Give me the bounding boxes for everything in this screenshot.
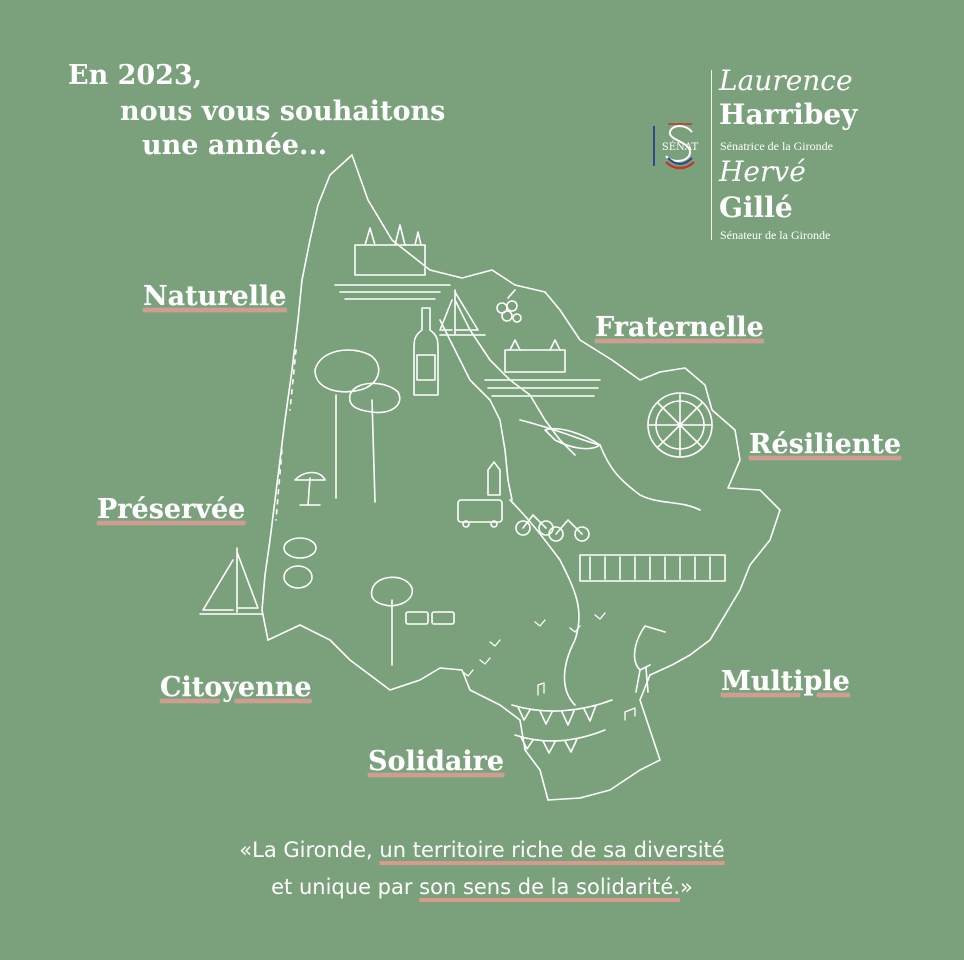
castle-illustration xyxy=(335,225,450,299)
river-dordogne xyxy=(520,420,700,510)
senat-logo xyxy=(652,118,708,174)
beach-umbrella-illustration xyxy=(295,473,325,506)
wine-bottle-illustration xyxy=(414,308,438,395)
greeting-line-3: une année... xyxy=(142,130,328,161)
adjective-solidaire: Solidaire xyxy=(368,746,505,777)
quote-line-2 xyxy=(0,872,964,902)
quote-line-2-highlight: son sens de la solidarité. xyxy=(419,875,680,899)
senator-2-first-name: Hervé xyxy=(719,155,806,188)
adjective-citoyenne: Citoyenne xyxy=(160,672,312,703)
adjective-naturelle: Naturelle xyxy=(143,281,287,312)
quote-line-2-start: et unique par xyxy=(271,875,420,899)
quote-line-1-start: «La Gironde, xyxy=(239,838,380,862)
oysters-illustration xyxy=(284,538,316,588)
senator-1-role: Sénatrice de la Gironde xyxy=(720,139,833,153)
quote-line-1-highlight: un territoire riche de sa diversité xyxy=(379,838,725,862)
department-outline-east xyxy=(352,155,780,800)
adjective-resiliente: Résiliente xyxy=(749,429,902,460)
quote-line-1 xyxy=(0,835,964,865)
sailboat-top-illustration xyxy=(440,290,485,335)
birds-illustration xyxy=(463,613,605,676)
adjective-fraternelle: Fraternelle xyxy=(595,312,764,343)
senator-1-first-name: Laurence xyxy=(719,64,853,97)
coast-line xyxy=(276,350,296,520)
quote-line-2-end: » xyxy=(680,875,693,899)
senator-1-last-name: Harribey xyxy=(719,98,858,131)
sailboat-left-illustration xyxy=(200,548,262,614)
greeting-line-2: nous vous souhaitons xyxy=(120,96,446,127)
heron-illustration xyxy=(635,626,665,692)
chateau-vineyard-illustration xyxy=(485,340,600,396)
senat-logo-text: SÉNAT xyxy=(661,142,699,153)
adjective-multiple: Multiple xyxy=(721,666,850,697)
caravans-illustration xyxy=(406,612,454,624)
grapes-illustration xyxy=(497,290,521,322)
greeting-line-1: En 2023, xyxy=(68,60,203,91)
pine-trees-illustration xyxy=(315,350,400,502)
estuary xyxy=(440,320,512,500)
senator-2-last-name: Gillé xyxy=(719,191,793,224)
senator-2-role: Sénateur de la Gironde xyxy=(720,228,831,242)
vineyard-rows-illustration xyxy=(580,555,725,581)
river-garonne xyxy=(510,500,579,705)
church-van-illustration xyxy=(458,462,502,527)
adjective-preservee: Préservée xyxy=(97,494,246,525)
logo-divider xyxy=(711,70,712,240)
bunting-illustration xyxy=(512,700,612,753)
water-wheel-illustration xyxy=(648,393,712,457)
department-outline xyxy=(262,155,352,640)
